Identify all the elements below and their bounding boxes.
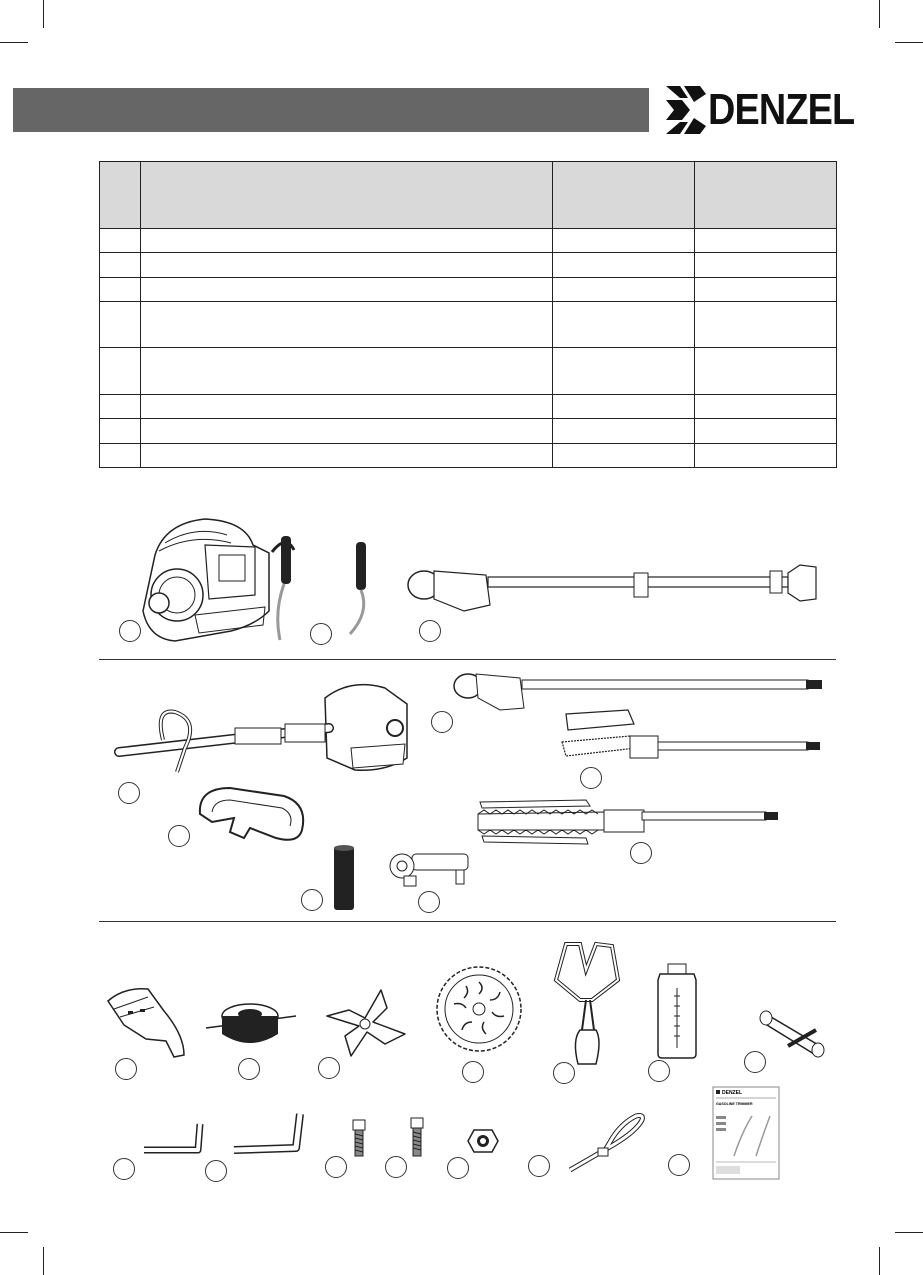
blade-guard-icon: [104, 985, 190, 1059]
callout-circle: [325, 1156, 347, 1178]
callout-circle: [385, 1156, 407, 1178]
crop-mark: [43, 0, 44, 28]
front-handle-icon: [190, 782, 314, 848]
brand-name: DENZEL: [708, 85, 855, 134]
callout-circle: [115, 1058, 137, 1080]
section-header-bar: [13, 88, 649, 132]
circular-saw-blade-icon: [434, 964, 524, 1054]
callout-circle: [462, 1061, 484, 1083]
crop-mark: [0, 42, 28, 43]
trimmer-head-icon: [204, 994, 298, 1052]
spec-table: [99, 161, 837, 468]
mixing-bottle-icon: [654, 962, 700, 1060]
crop-mark: [895, 42, 923, 43]
crop-mark: [895, 1232, 923, 1233]
pole-saw-attachment-icon: [558, 706, 824, 768]
hex-key-small-icon: [140, 1118, 208, 1160]
table-row: [100, 253, 837, 278]
brand-emblem-icon: [666, 84, 706, 136]
engine-unit-icon: [135, 515, 275, 647]
shaft-coupler-icon: [384, 842, 474, 890]
shoulder-harness-icon: [552, 940, 622, 1068]
section-divider: [99, 921, 836, 922]
callout-circle: [553, 1062, 575, 1084]
callout-circle: [238, 1058, 260, 1080]
callout-circle: [528, 1155, 550, 1177]
callout-circle: [418, 891, 440, 913]
cable-tie-icon: [566, 1112, 648, 1176]
callout-circle: [419, 620, 441, 642]
callout-circle: [648, 1060, 670, 1082]
bolt-icon: [409, 1116, 425, 1158]
bolt-icon: [351, 1118, 367, 1158]
brand-logo: [666, 84, 855, 136]
callout-circle: [301, 889, 323, 911]
callout-circle: [744, 1051, 766, 1073]
callout-circle: [205, 1160, 227, 1182]
grip-sleeve-icon: [330, 842, 358, 914]
callout-circle: [318, 1057, 340, 1079]
callout-circle: [630, 842, 652, 864]
table-row: [100, 278, 837, 302]
callout-circle: [113, 1158, 135, 1180]
crop-mark: [0, 1232, 28, 1233]
trimmer-shaft-icon: [404, 555, 819, 615]
table-header-cell: [100, 162, 141, 229]
table-row: [100, 444, 837, 468]
spark-plug-wrench-icon: [758, 1006, 834, 1060]
crop-mark: [879, 0, 880, 28]
manual-title: GASOLINE TRIMMER: [716, 1102, 753, 1106]
callout-circle: [118, 782, 140, 804]
nut-icon: [466, 1126, 500, 1156]
table-header-cell: [695, 162, 837, 229]
callout-circle: [119, 620, 141, 642]
callout-circle: [668, 1154, 690, 1176]
callout-circle: [168, 825, 190, 847]
three-tooth-blade-icon: [325, 988, 407, 1058]
manual-brand: DENZEL: [722, 1090, 742, 1096]
callout-circle: [431, 711, 453, 733]
fuel-hose-icon: [344, 540, 374, 638]
user-manual-icon: [712, 1086, 780, 1180]
table-header-row: [100, 162, 837, 229]
callout-circle: [310, 623, 332, 645]
callout-circle: [447, 1157, 469, 1179]
hedge-trimmer-attachment-icon: [474, 796, 784, 848]
table-row: [100, 302, 837, 348]
callout-circle: [580, 767, 602, 789]
section-divider: [99, 659, 836, 660]
hex-key-large-icon: [230, 1108, 310, 1160]
table-header-cell: [141, 162, 553, 229]
crop-mark: [43, 1247, 44, 1275]
table-row: [100, 395, 837, 419]
crop-mark: [879, 1247, 880, 1275]
fuel-hose-icon: [266, 532, 296, 644]
table-row: [100, 229, 837, 253]
assembled-trimmer-icon: [115, 678, 415, 778]
table-row: [100, 348, 837, 395]
table-row: [100, 419, 837, 444]
table-header-cell: [553, 162, 695, 229]
